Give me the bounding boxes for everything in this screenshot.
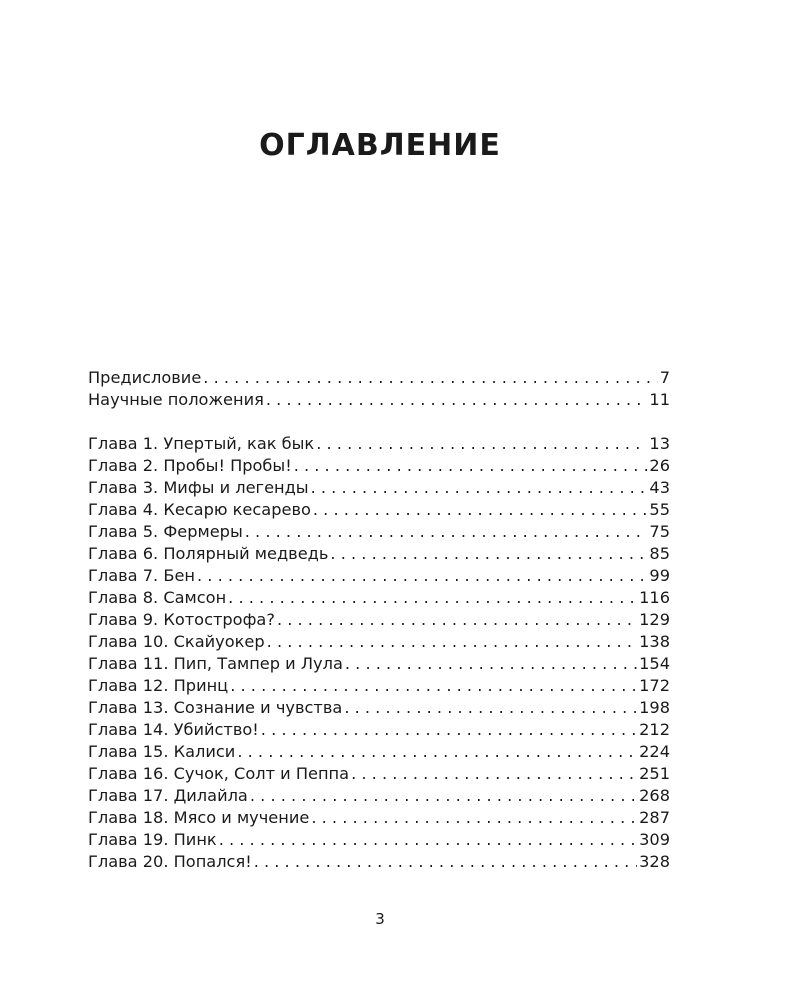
entry-label: Глава 9. Котострофа? xyxy=(88,610,275,629)
entry-label: Глава 14. Убийство! xyxy=(88,720,259,739)
dot-leader xyxy=(228,587,637,609)
table-of-contents xyxy=(88,367,670,873)
entry-page-number: 172 xyxy=(639,676,670,695)
dot-leader xyxy=(277,609,637,631)
dot-leader xyxy=(330,543,647,565)
entry-page-number: 251 xyxy=(639,764,670,783)
entry-page-number: 11 xyxy=(649,390,670,409)
toc-chapter-row xyxy=(88,543,670,565)
dot-leader xyxy=(311,477,648,499)
entry-label: Глава 19. Пинк xyxy=(88,830,217,849)
entry-page-number: 224 xyxy=(639,742,670,761)
entry-label: Глава 18. Мясо и мучение xyxy=(88,808,310,827)
dot-leader xyxy=(345,653,637,675)
entry-label: Глава 7. Бен xyxy=(88,566,195,585)
entry-label: Глава 10. Скайуокер xyxy=(88,632,265,651)
toc-chapter-row xyxy=(88,741,670,763)
entry-page-number: 309 xyxy=(639,830,670,849)
toc-chapter-row xyxy=(88,807,670,829)
entry-label: Глава 16. Сучок, Солт и Пеппа xyxy=(88,764,350,783)
toc-chapter-row xyxy=(88,675,670,697)
dot-leader xyxy=(197,565,647,587)
dot-leader xyxy=(261,719,637,741)
dot-leader xyxy=(230,675,637,697)
chapter-list xyxy=(88,433,670,873)
dot-leader xyxy=(294,455,648,477)
dot-leader xyxy=(254,851,637,873)
entry-label: Глава 17. Дилайла xyxy=(88,786,248,805)
entry-label: Научные положения xyxy=(88,390,264,409)
dot-leader xyxy=(316,433,647,455)
entry-label: Глава 4. Кесарю кесарево xyxy=(88,500,311,519)
entry-label: Глава 8. Самсон xyxy=(88,588,227,607)
entry-page-number: 7 xyxy=(659,368,670,387)
toc-chapter-row xyxy=(88,631,670,653)
section-gap xyxy=(88,411,670,433)
dot-leader xyxy=(237,741,637,763)
entry-page-number: 129 xyxy=(639,610,670,629)
toc-chapter-row xyxy=(88,697,670,719)
page-title: ОГЛАВЛЕНИЕ xyxy=(259,128,501,163)
toc-chapter-row xyxy=(88,587,670,609)
toc-chapter-row xyxy=(88,499,670,521)
dot-leader xyxy=(266,389,648,411)
dot-leader xyxy=(267,631,637,653)
entry-page-number: 75 xyxy=(649,522,670,541)
entry-page-number: 198 xyxy=(639,698,670,717)
entry-label: Глава 11. Пип, Тампер и Лула xyxy=(88,654,343,673)
entry-page-number: 26 xyxy=(649,456,670,475)
toc-chapter-row xyxy=(88,719,670,741)
entry-label: Глава 5. Фермеры xyxy=(88,522,243,541)
entry-page-number: 116 xyxy=(639,588,670,607)
entry-page-number: 268 xyxy=(639,786,670,805)
dot-leader xyxy=(351,763,637,785)
dot-leader xyxy=(250,785,637,807)
toc-chapter-row xyxy=(88,829,670,851)
dot-leader xyxy=(245,521,648,543)
entry-page-number: 13 xyxy=(649,434,670,453)
entry-label: Глава 13. Сознание и чувства xyxy=(88,698,343,717)
toc-chapter-row xyxy=(88,609,670,631)
toc-chapter-row xyxy=(88,763,670,785)
dot-leader xyxy=(344,697,637,719)
dot-leader xyxy=(219,829,637,851)
entry-label: Глава 3. Мифы и легенды xyxy=(88,478,309,497)
toc-chapter-row xyxy=(88,653,670,675)
entry-page-number: 138 xyxy=(639,632,670,651)
entry-label: Глава 12. Принц xyxy=(88,676,229,695)
toc-chapter-row xyxy=(88,477,670,499)
toc-chapter-row xyxy=(88,785,670,807)
page-number: 3 xyxy=(375,910,385,928)
entry-label: Предисловие xyxy=(88,368,202,387)
entry-page-number: 328 xyxy=(639,852,670,871)
entry-label: Глава 20. Попался! xyxy=(88,852,252,871)
toc-chapter-row xyxy=(88,565,670,587)
toc-front-matter-row xyxy=(88,367,670,389)
entry-page-number: 154 xyxy=(639,654,670,673)
toc-chapter-row xyxy=(88,433,670,455)
front-matter-list xyxy=(88,367,670,411)
toc-front-matter-row xyxy=(88,389,670,411)
entry-label: Глава 6. Полярный медведь xyxy=(88,544,329,563)
toc-chapter-row xyxy=(88,521,670,543)
entry-page-number: 55 xyxy=(649,500,670,519)
entry-page-number: 85 xyxy=(649,544,670,563)
toc-chapter-row xyxy=(88,851,670,873)
dot-leader xyxy=(311,807,637,829)
entry-label: Глава 15. Калиси xyxy=(88,742,236,761)
entry-label: Глава 2. Пробы! Пробы! xyxy=(88,456,292,475)
toc-chapter-row xyxy=(88,455,670,477)
entry-page-number: 43 xyxy=(649,478,670,497)
entry-page-number: 99 xyxy=(649,566,670,585)
entry-page-number: 287 xyxy=(639,808,670,827)
entry-page-number: 212 xyxy=(639,720,670,739)
dot-leader xyxy=(203,367,657,389)
entry-label: Глава 1. Упертый, как бык xyxy=(88,434,315,453)
dot-leader xyxy=(313,499,648,521)
